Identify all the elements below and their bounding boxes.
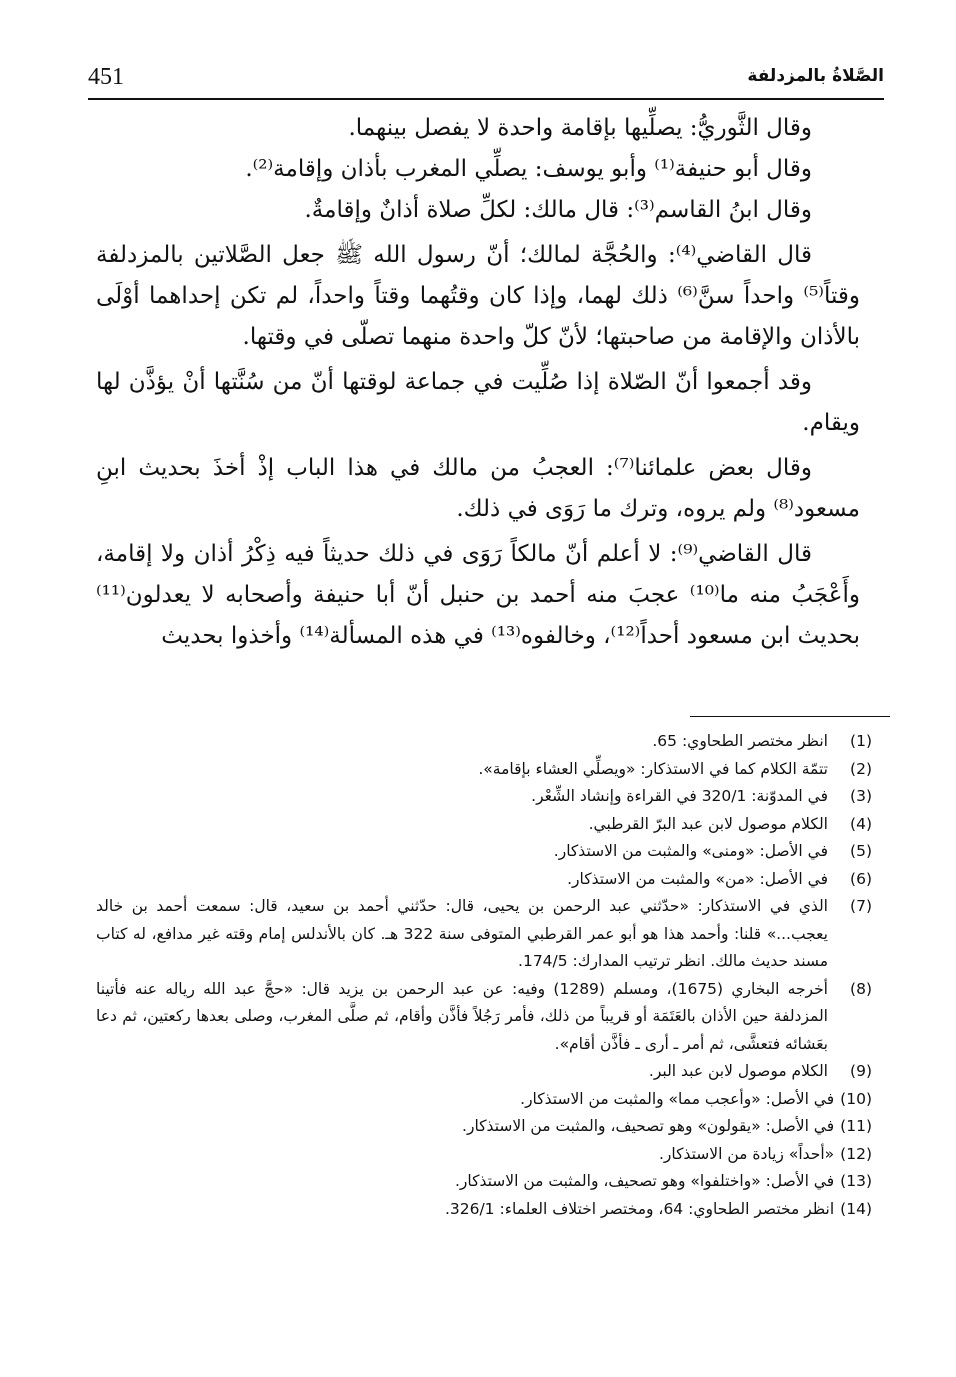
footnote-number: (1): [850, 732, 872, 750]
footnote: [96, 811, 872, 839]
paragraph-ijma: وقد أجمعوا أنّ الصّلاة إذا صُلِّيت في جماعة لوقتها أنّ من سُنَّتها أنْ يؤذَّن لها ويقام.: [96, 369, 860, 436]
footnote-text: في الأصل: «وأعجب مما» والمثبت من الاستذكار.: [520, 1089, 835, 1108]
footnote-text: الكلام موصول لابن عبد البر.: [648, 1062, 828, 1080]
footnote-text: في الأصل: «واختلفوا» وهو تصحيف، والمثبت من الاستذكار.: [454, 1172, 835, 1190]
footnote-text: «أحداً» زيادة من الاستذكار.: [658, 1144, 835, 1163]
page-header: [88, 58, 884, 100]
footnote: [96, 1141, 872, 1169]
footnote-number: (11): [840, 1117, 872, 1135]
footnote: [96, 838, 872, 866]
paragraph-ulama: وقال بعض علمائنا⁽⁷⁾: العجبُ من مالك في هذا الباب إذْ أخذَ بحديث ابنِ مسعود⁽⁸⁾ ولم يروه، وترك ما رَوَى في ذلك.: [96, 455, 860, 522]
footnote-number: (12): [840, 1144, 872, 1163]
footnote: [96, 1196, 872, 1224]
footnote-text: في الأصل: «يقولون» وهو تصحيف، والمثبت من الاستذكار.: [462, 1117, 835, 1135]
page-number: 451: [88, 64, 124, 90]
footnote-text: في الأصل: «ومنى» والمثبت من الاستذكار.: [553, 842, 828, 860]
footnote-text: تتمّة الكلام كما في الاستذكار: «ويصلِّي العشاء بإقامة».: [478, 759, 828, 778]
footnote-number: (7): [850, 897, 872, 915]
running-head: الصَّلاةُ بالمزدلفة: [747, 66, 884, 86]
footnote: [96, 1168, 872, 1196]
footnote-number: (3): [850, 787, 872, 805]
main-text: [96, 108, 860, 657]
footnote-number: (9): [850, 1062, 872, 1080]
footnote-separator: [690, 716, 890, 717]
footnote-number: (2): [850, 759, 872, 778]
footnote: [96, 1086, 872, 1114]
footnote: [96, 728, 872, 756]
footnote-number: (13): [840, 1172, 872, 1190]
footnote: [96, 893, 872, 976]
footnote: [96, 783, 872, 811]
footnote-text: انظر مختصر الطحاوي: 64، ومختصر اختلاف العلماء: 326/1.: [444, 1199, 835, 1218]
paragraph-qadi-malik: قال القاضي⁽⁹⁾: لا أعلم أنّ مالكاً رَوَى في ذلك حديثاً فيه ذِكْرُ أذان ولا إقامة، وأَعْجَبُ منه ما⁽¹⁰⁾ عجبَ منه أحمد بن حنبل أنّ أبا حنيفة وأصحابه لا يعدلون⁽¹¹⁾ بحديث ابن مسعود أحداً⁽¹²⁾، وخالفوه⁽¹³⁾ في هذه المسألة⁽¹⁴⁾ وأخذوا بحديث: [96, 541, 860, 649]
footnote: [96, 1058, 872, 1086]
footnote-number: (5): [850, 842, 872, 860]
footnote-text: انظر مختصر الطحاوي: 65.: [652, 732, 828, 750]
footnote-number: (10): [840, 1089, 872, 1108]
footnote-number: (14): [840, 1199, 872, 1218]
footnote: [96, 866, 872, 894]
footnote: [96, 756, 872, 784]
footnote-text: الذي في الاستذكار: «حدّثني عبد الرحمن بن يحيى، قال: حدّثني أحمد بن سعيد، قال: سمعت أحمد بن خالد يعجب...» قلنا: وأحمد هذا هو أبو عمر القرطبي المتوفى سنة 322 هـ. كان بالأندلس إمام وقته غير مدافع، له كتاب مسند حديث مالك. انظر ترتيب المدارك: 174/5.: [96, 897, 828, 970]
footnote-number: (8): [850, 979, 872, 998]
footnote-text: في الأصل: «من» والمثبت من الاستذكار.: [567, 869, 828, 888]
footnotes: [96, 728, 872, 1223]
footnote-number: (4): [850, 814, 872, 833]
paragraph-thawri: وقال الثَّوريُّ: يصلِّيها بإقامة واحدة لا يفصل بينهما.: [348, 115, 812, 141]
footnote: [96, 1113, 872, 1141]
footnote: [96, 976, 872, 1059]
footnote-text: أخرجه البخاري (1675)، ومسلم (1289) وفيه: عن عبد الرحمن بن يزيد قال: «حجَّ عبد الله رياله عنه فأتينا المزدلفة حين الأذان بالعَتَمَة أو قريباً من ذلك، فأمر رَجُلاً فأذَّن وأقام، ثم صلَّى المغرب، وصلى بعدها ركعتين، ثم دعا بعَشائه فتعشَّى، ثم أمر ـ أرى ـ فأذَّن أقام».: [96, 979, 828, 1053]
footnote-number: (6): [850, 869, 872, 888]
paragraph-ibn-alqasim: وقال ابنُ القاسم⁽³⁾: قال مالك: لكلِّ صلاة أذانٌ وإقامةٌ.: [304, 197, 812, 223]
footnote-text: في المدوّنة: 320/1 في القراءة وإنشاد الشِّعْر.: [531, 787, 828, 805]
paragraph-abu-hanifa: وقال أبو حنيفة⁽¹⁾ وأبو يوسف: يصلِّي المغرب بأذان وإقامة⁽²⁾.: [245, 156, 812, 182]
footnote-text: الكلام موصول لابن عبد البرّ القرطبي.: [588, 814, 828, 833]
paragraph-qadi-hujja: قال القاضي⁽⁴⁾: والحُجَّة لمالك؛ أنّ رسول الله ﷺ جعل الصَّلاتين بالمزدلفة وقتاً⁽⁵⁾ واحداً سنَّ⁽⁶⁾ ذلك لهما، وإذا كان وقتُهما وقتاً واحداً، لم تكن إحداهما أوْلَى بالأذان والإقامة من صاحبتها؛ لأنّ كلّ واحدة منهما تصلّى في وقتها.: [96, 242, 860, 350]
